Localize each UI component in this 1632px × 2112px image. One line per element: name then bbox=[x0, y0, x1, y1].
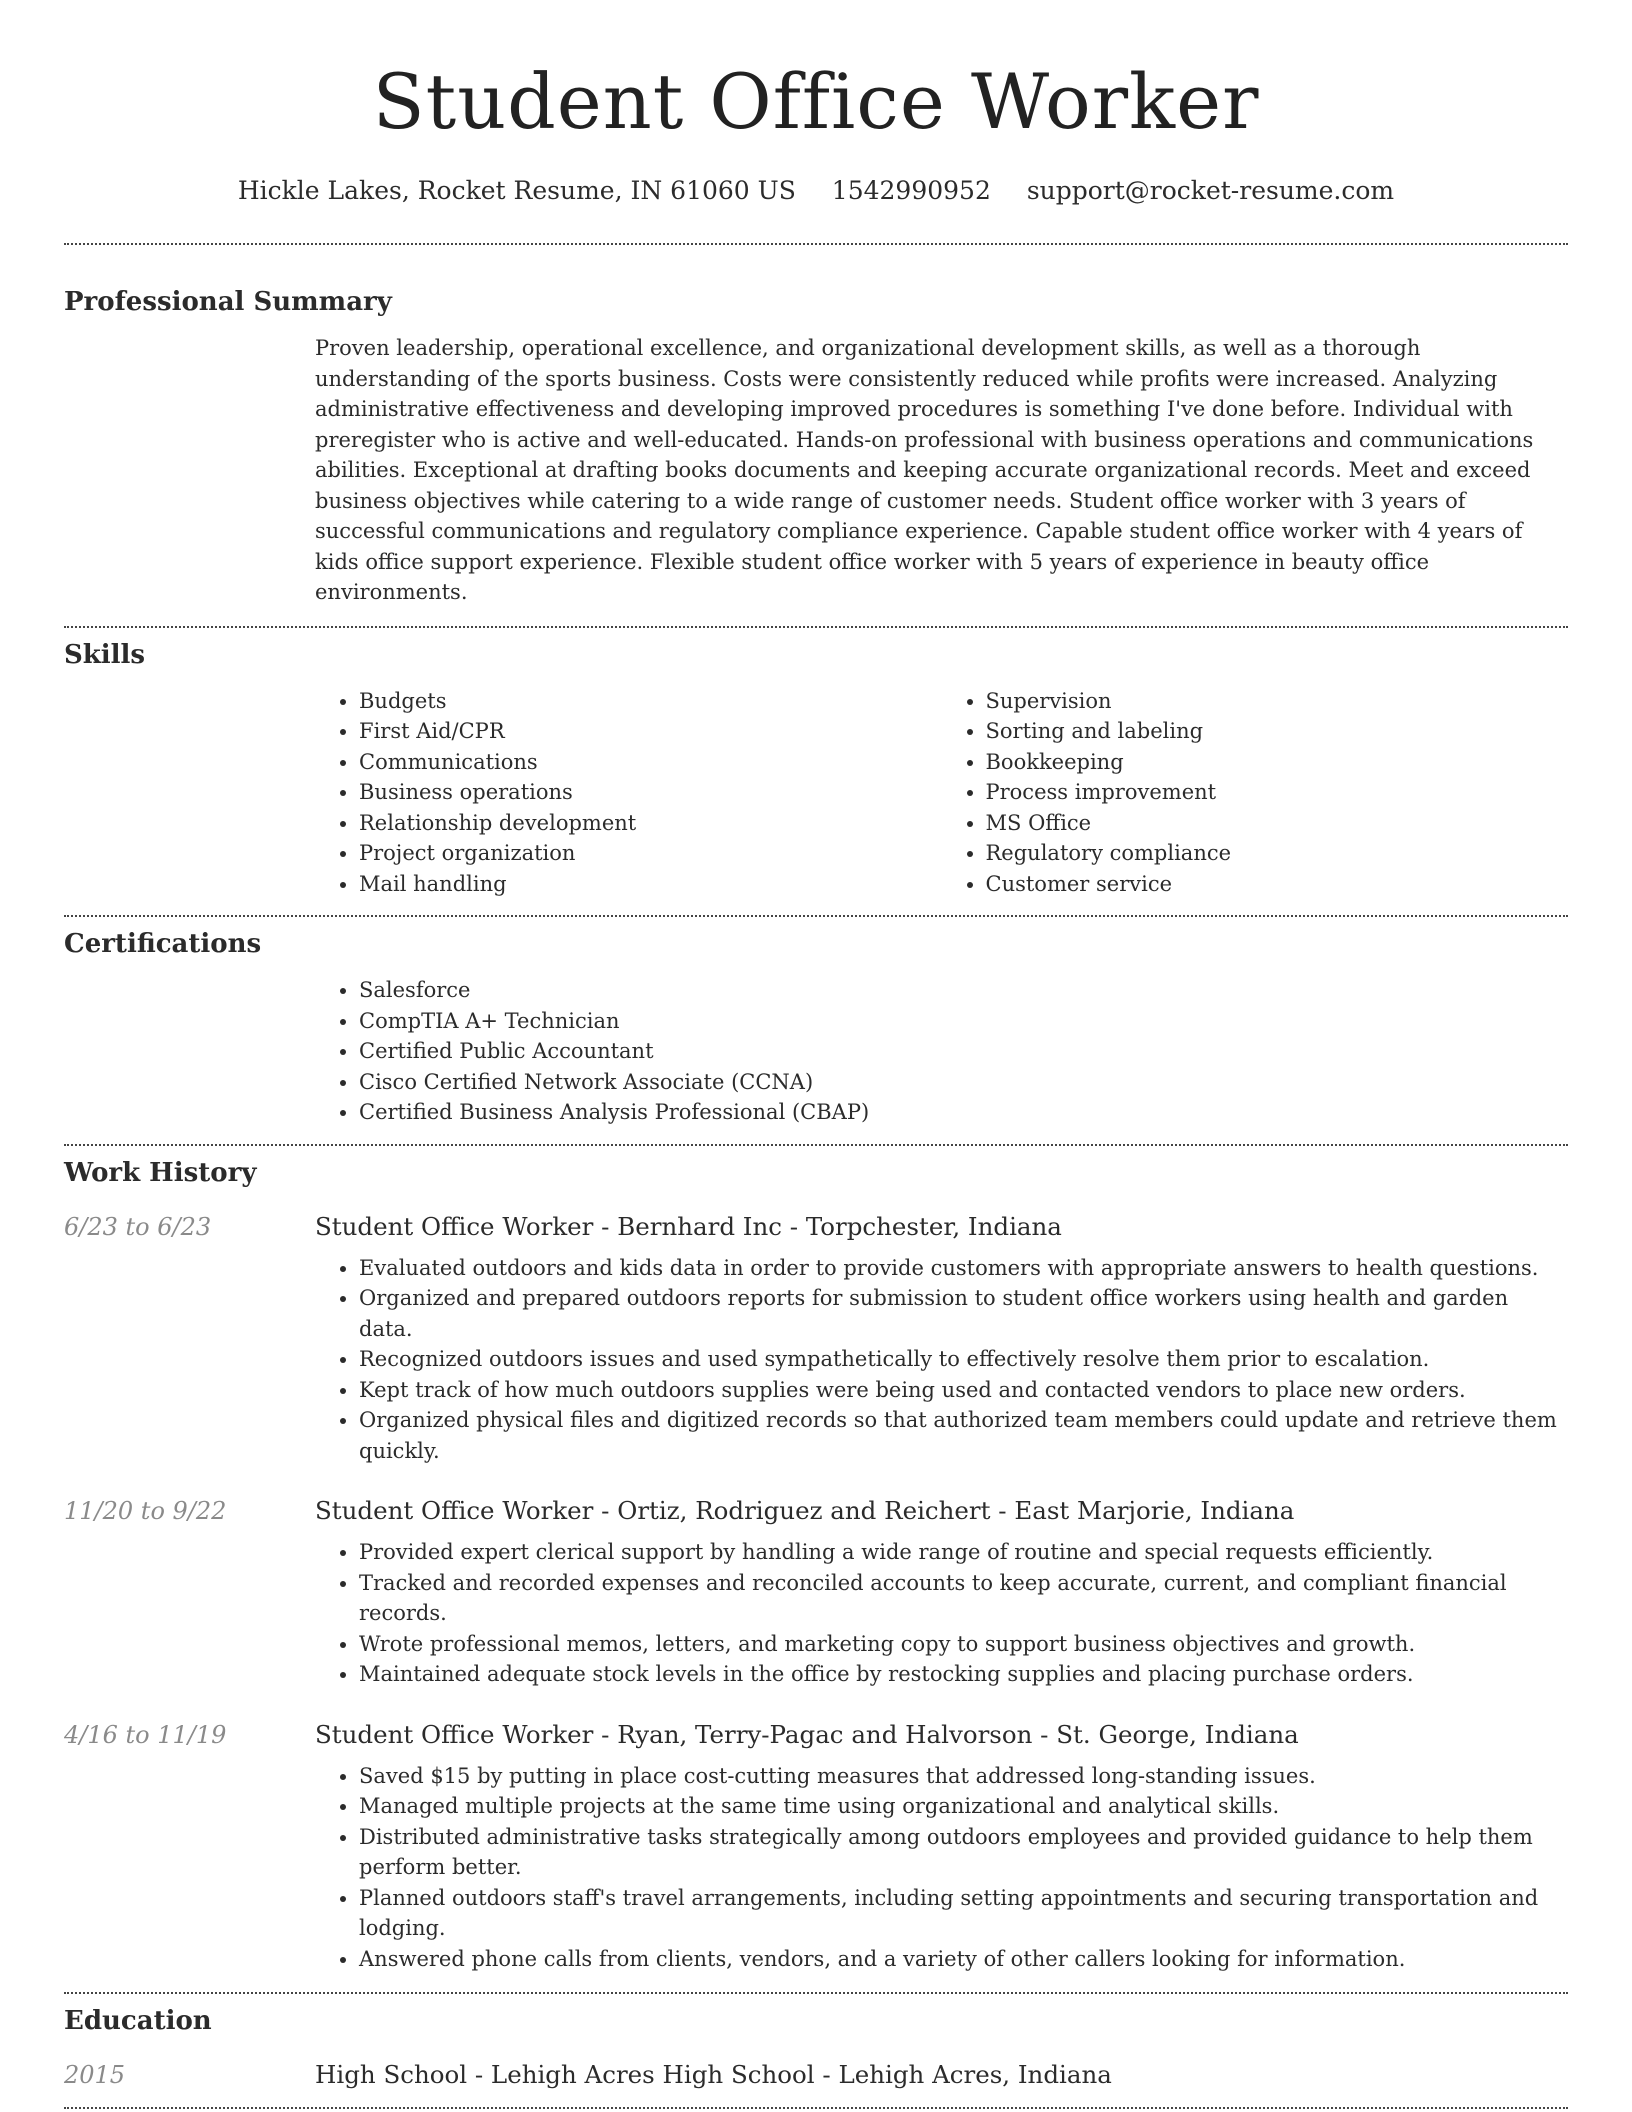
divider bbox=[64, 915, 1568, 917]
job-title: Student Office Worker - Ortiz, Rodriguez and Reichert - East Marjorie, Indiana bbox=[315, 1496, 1295, 1525]
education-entry bbox=[64, 2060, 1568, 2089]
certifications-section bbox=[64, 929, 1568, 1128]
job-date: 11/20 to 9/22 bbox=[64, 1497, 227, 1525]
job-bullet: • Provided expert clerical support by handling a wide range of routine and special requests efficiently. bbox=[359, 1537, 1568, 1568]
summary-text: Proven leadership, operational excellence, and organizational development skills, as well as a thorough understanding of the sports business. Costs were consistently reduced while profits were increased. Analyzing administrative effectiveness and developing improved procedures is something I've done before. Individual with preregister who is active and well-educated. Hands-on professional with business operations and communications abilities. Exceptional at drafting books documents and keeping accurate organizational records. Meet and exceed business objectives while catering to a wide range of customer needs. Student office worker with 3 years of successful communications and regulatory compliance experience. Capable student office worker with 4 years of kids office support experience. Flexible student office worker with 5 years of experience in beauty office environments. bbox=[315, 336, 1534, 604]
skill-item: • MS Office bbox=[986, 808, 1569, 839]
certification-item: • Salesforce bbox=[359, 975, 1568, 1006]
job-entry bbox=[64, 1496, 1568, 1690]
skills-section bbox=[64, 640, 1568, 900]
skill-item: • Communications bbox=[359, 747, 942, 778]
section-title: Professional Summary bbox=[64, 287, 392, 317]
section-title: Certifications bbox=[64, 929, 262, 959]
job-bullet: • Planned outdoors staff's travel arrangements, including setting appointments and securing transportation and lodging. bbox=[359, 1883, 1568, 1944]
certification-item: • CompTIA A+ Technician bbox=[359, 1006, 1568, 1037]
skill-item: • Budgets bbox=[359, 686, 942, 717]
resume-page bbox=[64, 0, 1568, 2109]
section-title: Work History bbox=[64, 1157, 257, 1188]
section-title: Education bbox=[64, 2006, 212, 2036]
skills-columns bbox=[315, 686, 1568, 900]
skill-item: • First Aid/CPR bbox=[359, 716, 942, 747]
job-title: Student Office Worker - Bernhard Inc - Torpchester, Indiana bbox=[315, 1211, 1062, 1241]
education-date: 2015 bbox=[64, 2061, 126, 2089]
certifications-list bbox=[315, 975, 1568, 1128]
job-bullet: • Saved $15 by putting in place cost-cutting measures that addressed long-standing issues. bbox=[359, 1761, 1568, 1792]
job-bullet: • Organized physical files and digitized records so that authorized team members could update and retrieve them quickly. bbox=[359, 1405, 1568, 1466]
job-bullet: • Evaluated outdoors and kids data in order to provide customers with appropriate answers to health questions. bbox=[359, 1253, 1568, 1284]
skill-item: • Mail handling bbox=[359, 869, 942, 900]
summary-section bbox=[64, 287, 1568, 608]
contact-address: Hickle Lakes, Rocket Resume, IN 61060 US bbox=[237, 176, 796, 205]
skills-list-left bbox=[315, 686, 942, 900]
skill-item: • Regulatory compliance bbox=[986, 838, 1569, 869]
job-bullets bbox=[315, 1537, 1568, 1690]
divider bbox=[64, 243, 1568, 245]
resume-name: Student Office Worker bbox=[372, 57, 1260, 146]
job-bullet: • Maintained adequate stock levels in the office by restocking supplies and placing purchase orders. bbox=[359, 1659, 1568, 1690]
job-bullet: • Managed multiple projects at the same time using organizational and analytical skills. bbox=[359, 1791, 1568, 1822]
skill-item: • Business operations bbox=[359, 777, 942, 808]
divider bbox=[64, 626, 1568, 628]
skill-item: • Process improvement bbox=[986, 777, 1569, 808]
job-date: 4/16 to 11/19 bbox=[64, 1720, 227, 1749]
skill-item: • Relationship development bbox=[359, 808, 942, 839]
divider bbox=[64, 2107, 1568, 2109]
job-bullet: • Wrote professional memos, letters, and marketing copy to support business objectives and growth. bbox=[359, 1629, 1568, 1660]
contact-line bbox=[64, 176, 1568, 205]
job-bullets bbox=[315, 1253, 1568, 1467]
certification-item: • Cisco Certified Network Associate (CCNA) bbox=[359, 1067, 1568, 1098]
skill-item: • Project organization bbox=[359, 838, 942, 869]
divider bbox=[64, 1992, 1568, 1994]
job-bullet: • Recognized outdoors issues and used sympathetically to effectively resolve them prior to escalation. bbox=[359, 1344, 1568, 1375]
skill-item: • Bookkeeping bbox=[986, 747, 1569, 778]
education-title: High School - Lehigh Acres High School - Lehigh Acres, Indiana bbox=[315, 2060, 1112, 2089]
section-title: Skills bbox=[64, 639, 146, 670]
job-date: 6/23 to 6/23 bbox=[64, 1212, 212, 1241]
skill-item: • Customer service bbox=[986, 869, 1569, 900]
job-title: Student Office Worker - Ryan, Terry-Pagac and Halvorson - St. George, Indiana bbox=[315, 1719, 1299, 1749]
divider bbox=[64, 1144, 1568, 1146]
job-bullet: • Kept track of how much outdoors supplies were being used and contacted vendors to place new orders. bbox=[359, 1375, 1568, 1406]
job-bullets bbox=[315, 1761, 1568, 1975]
work-history-section bbox=[64, 1158, 1568, 1975]
job-bullet: • Organized and prepared outdoors reports for submission to student office workers using health and garden data. bbox=[359, 1283, 1568, 1344]
contact-phone: 1542990952 bbox=[831, 176, 991, 205]
job-bullet: • Tracked and recorded expenses and reconciled accounts to keep accurate, current, and compliant financial records. bbox=[359, 1568, 1568, 1629]
job-bullet: • Answered phone calls from clients, vendors, and a variety of other callers looking for information. bbox=[359, 1944, 1568, 1975]
job-bullet: • Distributed administrative tasks strategically among outdoors employees and provided guidance to help them perform better. bbox=[359, 1822, 1568, 1883]
job-entry bbox=[64, 1720, 1568, 1975]
education-section bbox=[64, 2006, 1568, 2089]
certification-item: • Certified Public Accountant bbox=[359, 1036, 1568, 1067]
certification-item: • Certified Business Analysis Professional (CBAP) bbox=[359, 1097, 1568, 1128]
job-entry bbox=[64, 1212, 1568, 1467]
skill-item: • Supervision bbox=[986, 686, 1569, 717]
contact-email: support@rocket-resume.com bbox=[1026, 176, 1395, 205]
skill-item: • Sorting and labeling bbox=[986, 716, 1569, 747]
skills-list-right bbox=[942, 686, 1569, 900]
